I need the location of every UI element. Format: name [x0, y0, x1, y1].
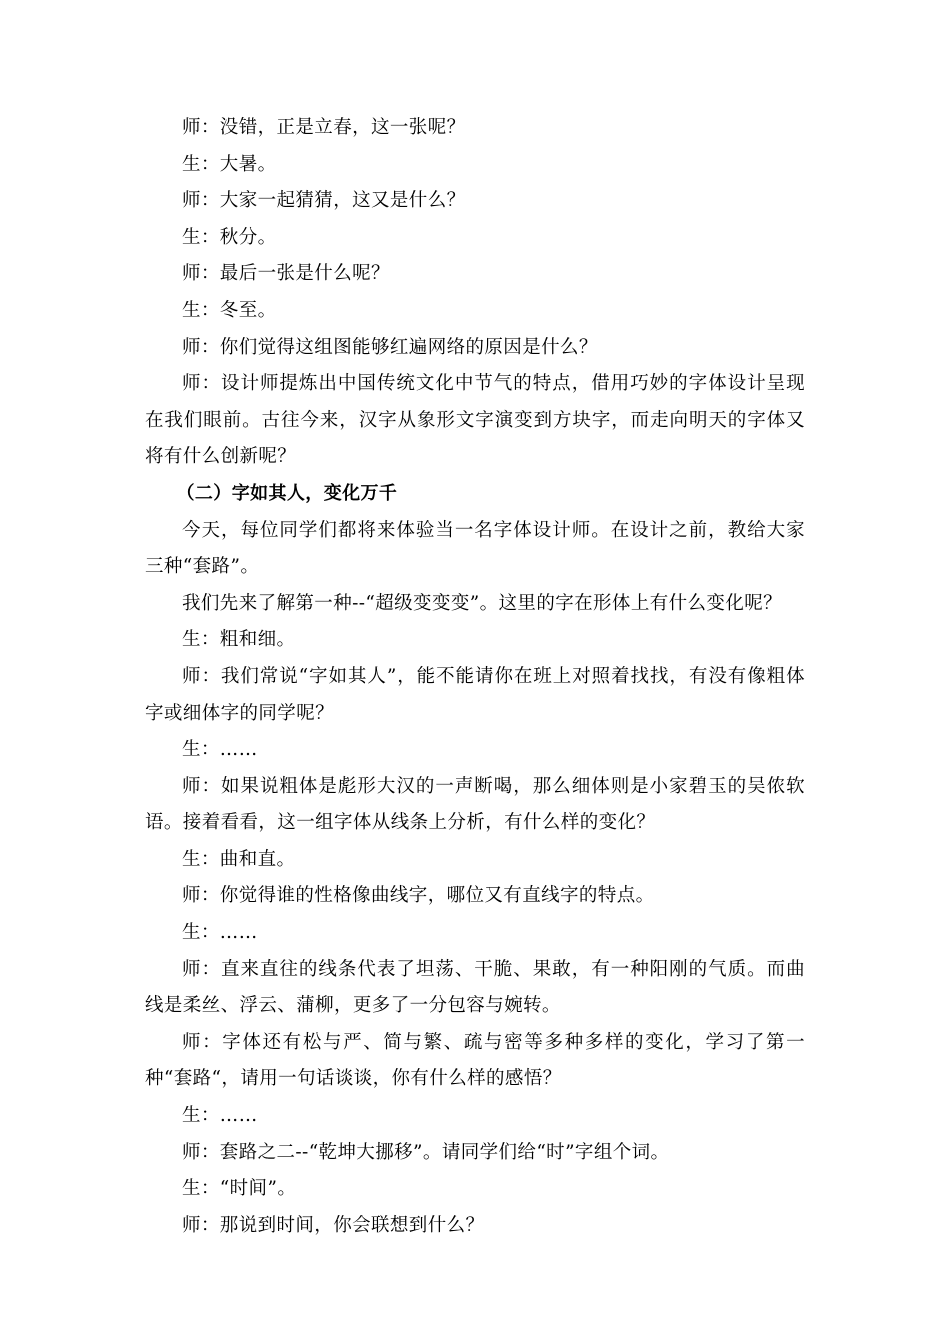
paragraph: 今天，每位同学们都将来体验当一名字体设计师。在设计之前，教给大家三种“套路”。 [145, 519, 805, 578]
paragraph: 生：曲和直。 [182, 848, 296, 870]
paragraph: 师：我们常说“字如其人”，能不能请你在班上对照着找找，有没有像粗体字或细体字的同学呢？ [145, 665, 805, 724]
paragraph: 生：大暑。 [182, 153, 277, 175]
paragraph: 生：…… [182, 739, 258, 761]
paragraph: 生：“时间”。 [182, 1178, 297, 1200]
paragraph: 生：秋分。 [182, 226, 277, 248]
paragraph: 师：大家一起猜猜，这又是什么？ [182, 190, 466, 212]
paragraph: 师：直来直往的线条代表了坦荡、干脆、果敢，有一种阳刚的气质。而曲线是柔丝、浮云、蒲柳，更多了一分包容与婉转。 [145, 958, 805, 1017]
paragraph: 师：如果说粗体是彪形大汉的一声断喝，那么细体则是小家碧玉的吴侬软语。接着看看，这一组字体从线条上分析，有什么样的变化？ [145, 775, 805, 834]
paragraph: 生：冬至。 [182, 299, 277, 321]
paragraph: 生：…… [182, 922, 258, 944]
paragraph: 师：设计师提炼出中国传统文化中节气的特点，借用巧妙的字体设计呈现在我们眼前。古往今来，汉字从象形文字演变到方块字，而走向明天的字体又将有什么创新呢？ [145, 373, 805, 468]
document-body [145, 110, 805, 1244]
paragraph: 生：粗和细。 [182, 629, 296, 651]
section-heading: （二）字如其人，变化万千 [176, 482, 398, 504]
paragraph: 师：你们觉得这组图能够红遍网络的原因是什么？ [182, 336, 598, 358]
paragraph: 师：最后一张是什么呢？ [182, 263, 390, 285]
paragraph: 我们先来了解第一种--“超级变变变”。这里的字在形体上有什么变化呢？ [182, 592, 783, 614]
paragraph: 师：你觉得谁的性格像曲线字，哪位又有直线字的特点。 [182, 885, 655, 907]
paragraph: 师：没错，正是立春，这一张呢？ [182, 117, 466, 138]
paragraph: 师：那说到时间，你会联想到什么？ [182, 1214, 485, 1236]
paragraph: 生：…… [182, 1105, 258, 1127]
paragraph: 师：套路之二--“乾坤大挪移”。请同学们给“时”字组个词。 [182, 1141, 670, 1163]
paragraph: 师：字体还有松与严、简与繁、疏与密等多种多样的变化，学习了第一种“套路“，请用一句话谈谈，你有什么样的感悟？ [145, 1031, 805, 1090]
